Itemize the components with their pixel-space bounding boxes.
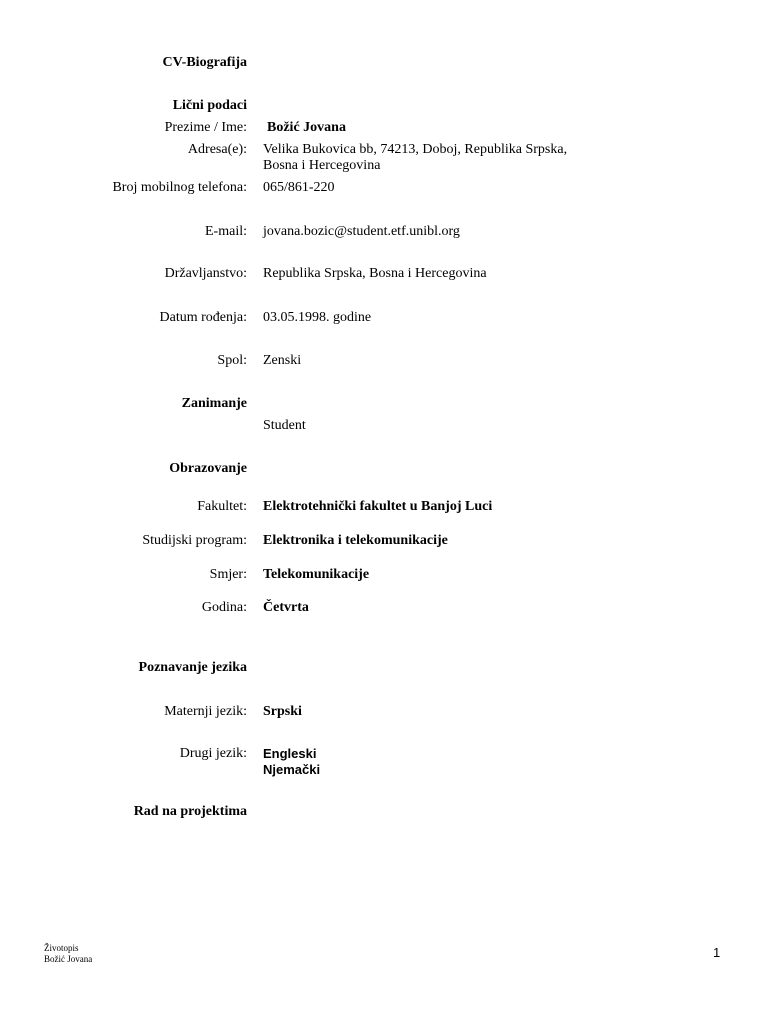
address-line-2: Bosna i Hercegovina (263, 158, 381, 173)
section-occupation-heading: Zanimanje (181, 396, 247, 411)
section-languages-heading: Poznavanje jezika (138, 660, 247, 675)
section-projects-heading: Rad na projektima (133, 804, 247, 819)
program-value: Elektronika i telekomunikacije (263, 533, 448, 548)
major-value: Telekomunikacije (263, 567, 370, 582)
other-language-label: Drugi jezik: (179, 746, 247, 761)
native-language-label: Maternji jezik: (164, 704, 247, 719)
gender-label: Spol: (217, 353, 247, 368)
footer-doc-name: Životopis (44, 943, 79, 953)
dob-value: 03.05.1998. godine (263, 310, 372, 325)
faculty-value: Elektrotehnički fakultet u Banjoj Luci (263, 499, 493, 514)
section-personal-heading: Lični podaci (172, 98, 247, 113)
citizenship-label: Državljanstvo: (164, 266, 247, 281)
name-label: Prezime / Ime: (164, 120, 247, 135)
other-language-value-2: Njemački (263, 762, 321, 777)
occupation-value: Student (263, 418, 306, 433)
year-label: Godina: (201, 600, 247, 615)
dob-label: Datum rođenja: (159, 310, 247, 325)
name-value: Božić Jovana (267, 120, 346, 135)
phone-value: 065/861-220 (263, 180, 335, 195)
gender-value: Zenski (263, 353, 302, 368)
citizenship-value: Republika Srpska, Bosna i Hercegovina (263, 266, 487, 281)
faculty-label: Fakultet: (197, 499, 247, 514)
major-label: Smjer: (209, 567, 247, 582)
address-label: Adresa(e): (187, 142, 247, 157)
document-title: CV-Biografija (162, 55, 247, 70)
email-value: jovana.bozic@student.etf.unibl.org (263, 224, 460, 239)
address-line-1: Velika Bukovica bb, 74213, Doboj, Republika Srpska, (263, 142, 568, 157)
program-label: Studijski program: (142, 533, 247, 548)
phone-label: Broj mobilnog telefona: (112, 180, 247, 195)
footer-author: Božić Jovana (44, 954, 93, 964)
section-education-heading: Obrazovanje (169, 461, 247, 476)
email-label: E-mail: (205, 224, 247, 239)
year-value: Četvrta (263, 600, 309, 615)
native-language-value: Srpski (263, 704, 302, 719)
other-language-value-1: Engleski (263, 746, 317, 761)
page-footer (44, 943, 92, 965)
page-number: 1 (713, 945, 721, 960)
